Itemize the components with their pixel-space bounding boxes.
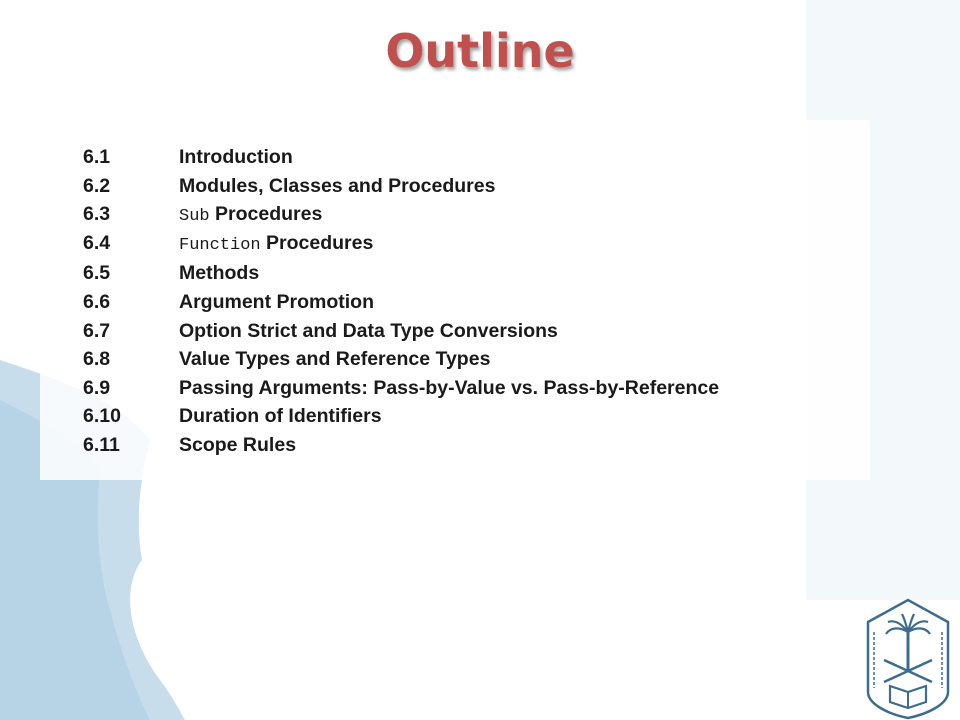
section-number: 6.6 [83, 290, 111, 313]
slide-title: Outline [385, 24, 575, 78]
section-number: 6.3 [83, 203, 111, 226]
section-title: Methods [179, 262, 260, 285]
outline-item [83, 143, 863, 172]
section-title-wrap [179, 200, 322, 232]
outline-item [83, 200, 863, 229]
section-number: 6.2 [83, 174, 111, 197]
section-number: 6.9 [83, 376, 111, 399]
outline-item [83, 172, 863, 201]
section-title-wrap [179, 229, 373, 261]
outline-item [83, 402, 863, 431]
outline-item [83, 431, 863, 460]
outline-list [83, 143, 863, 460]
section-title: Option Strict and Data Type Conversions [179, 319, 558, 342]
section-number: 6.11 [83, 433, 120, 456]
outline-item [83, 288, 863, 317]
section-title: Procedures [209, 203, 323, 226]
section-title: Scope Rules [179, 433, 297, 456]
outline-item [83, 259, 863, 288]
section-title: Introduction [179, 146, 293, 168]
section-number: 6.1 [83, 146, 111, 168]
section-number: 6.10 [83, 405, 121, 428]
outline-item [83, 345, 863, 374]
section-title: Argument Promotion [179, 290, 374, 313]
code-keyword: Function [179, 235, 261, 255]
section-title: Procedures [260, 231, 374, 254]
section-number: 6.8 [83, 348, 111, 371]
section-title: Value Types and Reference Types [179, 348, 491, 371]
section-title: Duration of Identifiers [179, 405, 382, 428]
outline-item [83, 317, 863, 346]
section-title: Modules, Classes and Procedures [179, 174, 496, 197]
section-number: 6.4 [83, 231, 111, 254]
section-number: 6.7 [83, 319, 111, 342]
king-saud-university-seal-icon [858, 592, 958, 720]
outline-item [83, 229, 863, 258]
section-title: Passing Arguments: Pass-by-Value vs. Pass-by-Reference [179, 376, 720, 399]
code-keyword: Sub [179, 207, 210, 227]
outline-item [83, 374, 863, 403]
section-number: 6.5 [83, 262, 111, 285]
